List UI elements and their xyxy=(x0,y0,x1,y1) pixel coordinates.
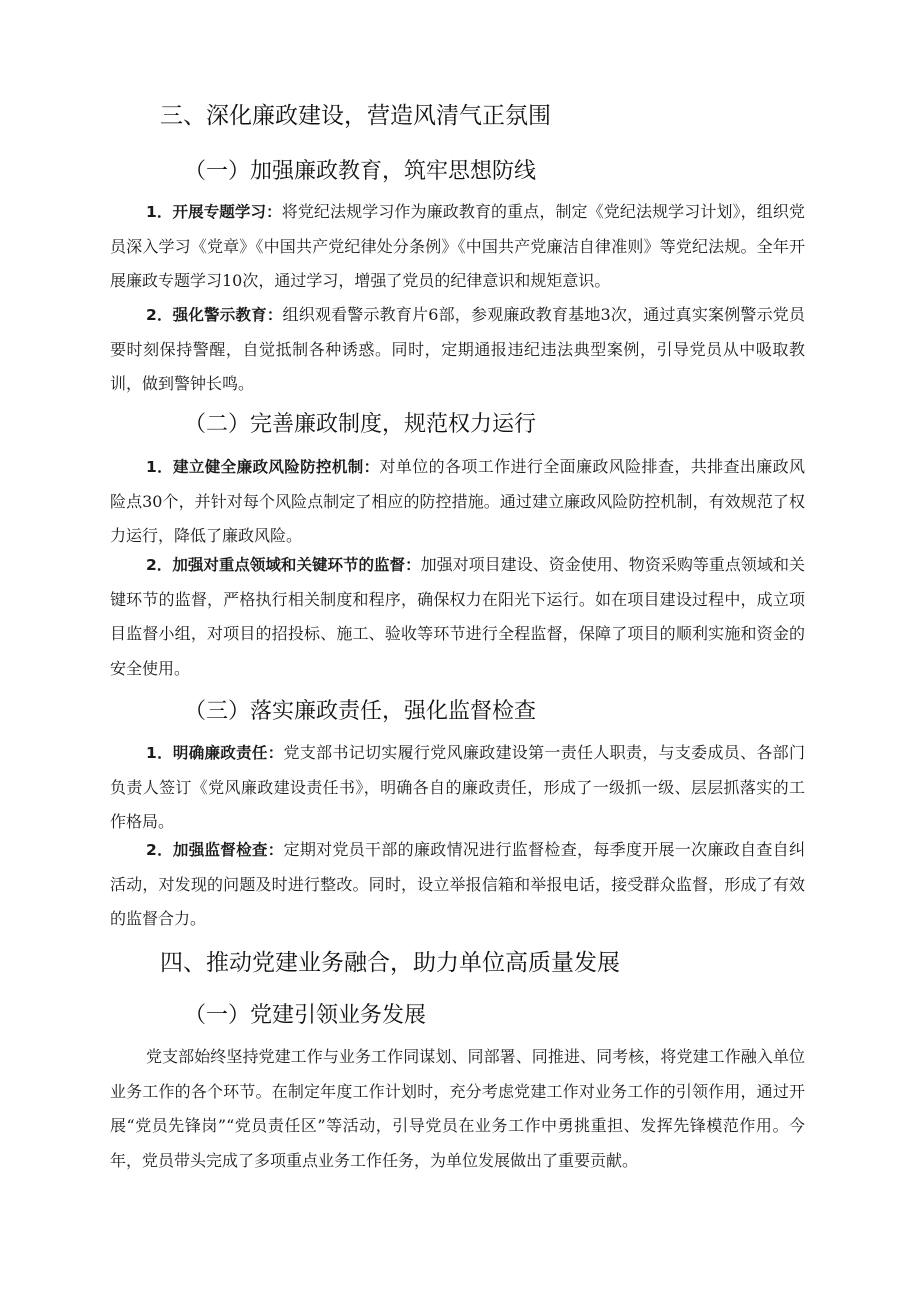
item-text: 将党纪法规学习作为廉政教育的重点，制定《党纪法规学习计划》，组织党员深入学习《党章》《中国共产党纪律处分条例》《中国共产党廉洁自律准则》等党纪法规。全年开展廉政专题学习10次，通过学习，增强了党员的纪律意识和规矩意识。 xyxy=(110,202,805,290)
paragraph-3-1-1 xyxy=(110,195,805,299)
item-text: 对单位的各项工作进行全面廉政风险排查，共排查出廉政风险点30个，并针对每个风险点制定了相应的防控措施。通过建立廉政风险防控机制，有效规范了权力运行，降低了廉政风险。 xyxy=(110,457,805,545)
item-label: 1．建立健全廉政风险防控机制： xyxy=(146,458,380,476)
item-label: 1．明确廉政责任： xyxy=(146,744,284,762)
paragraph-3-1-2 xyxy=(110,298,805,402)
section-4-1-heading: （一）党建引领业务发展 xyxy=(184,1003,427,1028)
section-4-heading: 四、推动党建业务融合，助力单位高质量发展 xyxy=(160,950,620,976)
item-label: 2．强化警示教育： xyxy=(146,306,283,324)
item-text: 加强对项目建设、资金使用、物资采购等重点领域和关键环节的监督，严格执行相关制度和程序，确保权力在阳光下运行。如在项目建设过程中，成立项目监督小组，对项目的招投标、施工、验收等环节进行全程监督，保障了项目的顺利实施和资金的安全使用。 xyxy=(110,555,805,678)
paragraph-3-2-2 xyxy=(110,548,805,686)
item-label: 2．加强对重点领域和关键环节的监督： xyxy=(146,556,421,574)
section-3-heading: 三、深化廉政建设，营造风清气正氛围 xyxy=(160,103,551,129)
section-3-2-heading: （二）完善廉政制度，规范权力运行 xyxy=(184,412,537,437)
section-3-1-heading: （一）加强廉政教育，筑牢思想防线 xyxy=(184,159,537,184)
paragraph-3-3-2 xyxy=(110,833,805,937)
paragraph-4-1: 党支部始终坚持党建工作与业务工作同谋划、同部署、同推进、同考核，将党建工作融入单位业务工作的各个环节。在制定年度工作计划时，充分考虑党建工作对业务工作的引领作用，通过开展“党员先锋岗”“党员责任区”等活动，引导党员在业务工作中勇挑重担、发挥先锋模范作用。今年，党员带头完成了多项重点业务工作任务，为单位发展做出了重要贡献。 xyxy=(110,1047,805,1170)
item-label: 2．加强监督检查： xyxy=(146,841,284,859)
section-3-3-heading: （三）落实廉政责任，强化监督检查 xyxy=(184,699,537,724)
paragraph-3-3-1 xyxy=(110,736,805,840)
item-label: 1．开展专题学习： xyxy=(146,203,282,221)
item-text: 党支部书记切实履行党风廉政建设第一责任人职责，与支委成员、各部门负责人签订《党风廉政建设责任书》，明确各自的廉政责任，形成了一级抓一级、层层抓落实的工作格局。 xyxy=(110,743,805,831)
item-text: 定期对党员干部的廉政情况进行监督检查，每季度开展一次廉政自查自纠活动，对发现的问题及时进行整改。同时，设立举报信箱和举报电话，接受群众监督，形成了有效的监督合力。 xyxy=(110,840,805,928)
paragraph-3-2-1 xyxy=(110,450,805,554)
item-text: 组织观看警示教育片6部，参观廉政教育基地3次，通过真实案例警示党员要时刻保持警醒，自觉抵制各种诱惑。同时，定期通报违纪违法典型案例，引导党员从中吸取教训，做到警钟长鸣。 xyxy=(110,305,805,393)
